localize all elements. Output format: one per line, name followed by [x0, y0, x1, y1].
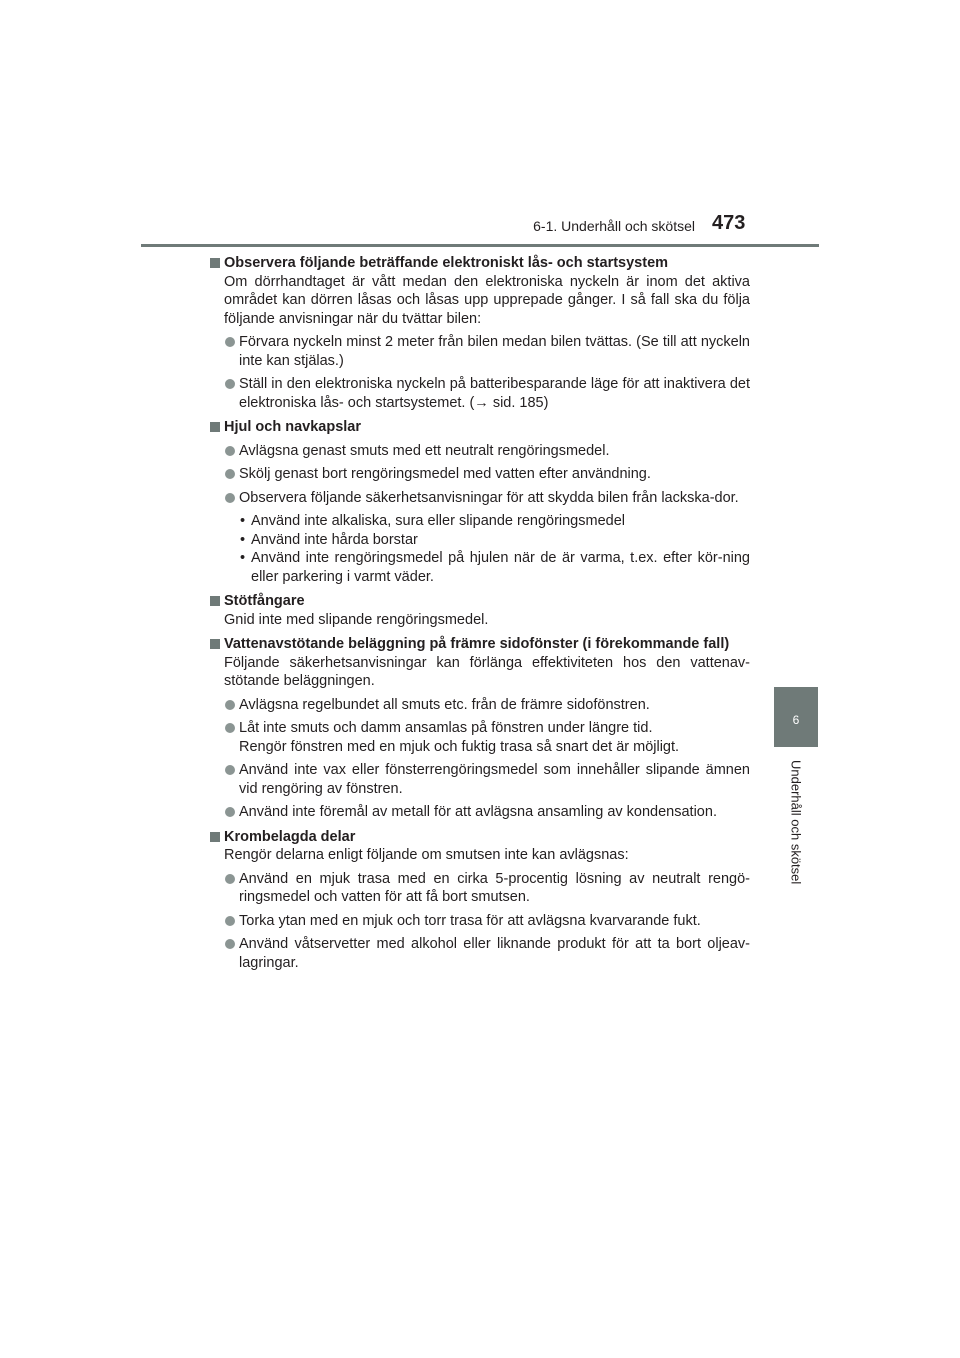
list-item-text: Torka ytan med en mjuk och torr trasa för att avlägsna kvarvarande fukt.: [239, 912, 701, 929]
section-heading: [208, 254, 750, 273]
header-section-title: 6-1. Underhåll och skötsel: [533, 218, 695, 234]
sub-list-item: [208, 549, 750, 586]
section-heading: [208, 828, 750, 847]
list-item-text: Använd en mjuk trasa med en cirka 5-procentig lösning av neutralt rengö-ringsmedel och vatten för att få bort smutsen.: [239, 870, 750, 905]
sub-list-item: [208, 531, 750, 550]
sub-list-item-text: Använd inte alkaliska, sura eller slipande rengöringsmedel: [251, 513, 625, 529]
square-bullet-icon: [210, 422, 220, 432]
circle-bullet-icon: [225, 493, 235, 503]
square-bullet-icon: [210, 832, 220, 842]
sub-list-item-text: Använd inte hårda borstar: [251, 531, 418, 548]
list-item: [208, 696, 750, 715]
list-item: [208, 333, 750, 370]
list-item-text: Använd inte vax eller fönsterrengöringsmedel som innehåller slipande ämnen vid rengöring av fönstren.: [239, 762, 750, 797]
sub-bullet-mark: •: [240, 531, 246, 548]
page-number: 473: [712, 212, 746, 234]
section-heading: [208, 635, 750, 654]
section-intro: Rengör delarna enligt följande om smutsen inte kan avlägsnas:: [224, 847, 629, 863]
section-intro: Om dörrhandtaget är vått medan den elektroniska nyckeln är inom det aktiva området kan dörren låsas och låsas upp upprepade gånger. I så fall ska du följa följande anvisningar när du tvättar bilen:: [224, 273, 750, 327]
list-item-text: Avlägsna genast smuts med ett neutralt rengöringsmedel.: [239, 442, 610, 459]
list-item: [208, 375, 750, 412]
list-item: [208, 489, 750, 508]
list-item-text: Använd inte föremål av metall för att avlägsna ansamling av kondensation.: [239, 804, 717, 820]
list-item: [208, 761, 750, 798]
square-bullet-icon: [210, 258, 220, 268]
chapter-title-vertical: Underhåll och skötsel: [788, 760, 804, 885]
circle-bullet-icon: [225, 916, 235, 926]
list-item: [208, 935, 750, 972]
list-item: [208, 912, 750, 931]
sub-list-item-text: Använd inte rengöringsmedel på hjulen när de är varma, t.ex. efter kör-ning eller parkering i varmt väder.: [251, 550, 750, 585]
sub-bullet-mark: •: [240, 550, 246, 566]
circle-bullet-icon: [225, 700, 235, 710]
list-item-text: Förvara nyckeln minst 2 meter från bilen medan bilen tvättas. (Se till att nyckeln inte kan stjälas.): [239, 334, 750, 369]
chapter-number: 6: [792, 713, 800, 727]
circle-bullet-icon: [225, 939, 235, 949]
list-item: [208, 465, 750, 484]
list-item-text: Avlägsna regelbundet all smuts etc. från de främre sidofönstren.: [239, 696, 650, 713]
circle-bullet-icon: [225, 469, 235, 479]
section-intro: Följande säkerhetsanvisningar kan förlänga effektiviteten hos den vattenav-stötande beläggningen.: [224, 654, 750, 689]
sub-list-item: [208, 512, 750, 531]
square-bullet-icon: [210, 639, 220, 649]
list-item-text-continued: Rengör fönstren med en mjuk och fuktig trasa så snart det är möjligt.: [239, 738, 680, 755]
list-item-text: Ställ in den elektroniska nyckeln på batteribesparande läge för att inaktivera det elektroniska lås- och startsystemet. (→ sid. 185): [239, 376, 750, 411]
heading-text: Stötfångare: [224, 593, 305, 609]
list-item-text: Observera följande säkerhetsanvisningar för att skydda bilen från lackska-dor.: [239, 489, 739, 506]
heading-text: Krombelagda delar: [224, 828, 356, 845]
section-intro: Gnid inte med slipande rengöringsmedel.: [224, 611, 489, 628]
circle-bullet-icon: [225, 874, 235, 884]
circle-bullet-icon: [225, 379, 235, 389]
list-item: [208, 870, 750, 907]
circle-bullet-icon: [225, 807, 235, 817]
heading-text: Hjul och navkapslar: [224, 419, 361, 435]
page-content: [208, 254, 750, 972]
chapter-tab: [774, 687, 818, 747]
list-item: [208, 442, 750, 461]
circle-bullet-icon: [225, 723, 235, 733]
list-item-text: Använd våtservetter med alkohol eller liknande produkt för att ta bort oljeav-lagringar.: [239, 936, 750, 971]
list-item-text: Skölj genast bort rengöringsmedel med vatten efter användning.: [239, 466, 651, 482]
section-heading: [208, 418, 750, 437]
header-rule: [141, 244, 819, 247]
circle-bullet-icon: [225, 446, 235, 456]
heading-text: Observera följande beträffande elektroniskt lås- och startsystem: [224, 255, 669, 271]
list-item: [208, 803, 750, 822]
circle-bullet-icon: [225, 765, 235, 775]
list-item: [208, 719, 750, 756]
sub-bullet-mark: •: [240, 513, 246, 529]
square-bullet-icon: [210, 596, 220, 606]
circle-bullet-icon: [225, 337, 235, 347]
list-item-text: Låt inte smuts och damm ansamlas på fönstren under längre tid.: [239, 720, 653, 736]
heading-text: Vattenavstötande beläggning på främre sidofönster (i förekommande fall): [224, 636, 730, 652]
section-heading: [208, 592, 750, 611]
